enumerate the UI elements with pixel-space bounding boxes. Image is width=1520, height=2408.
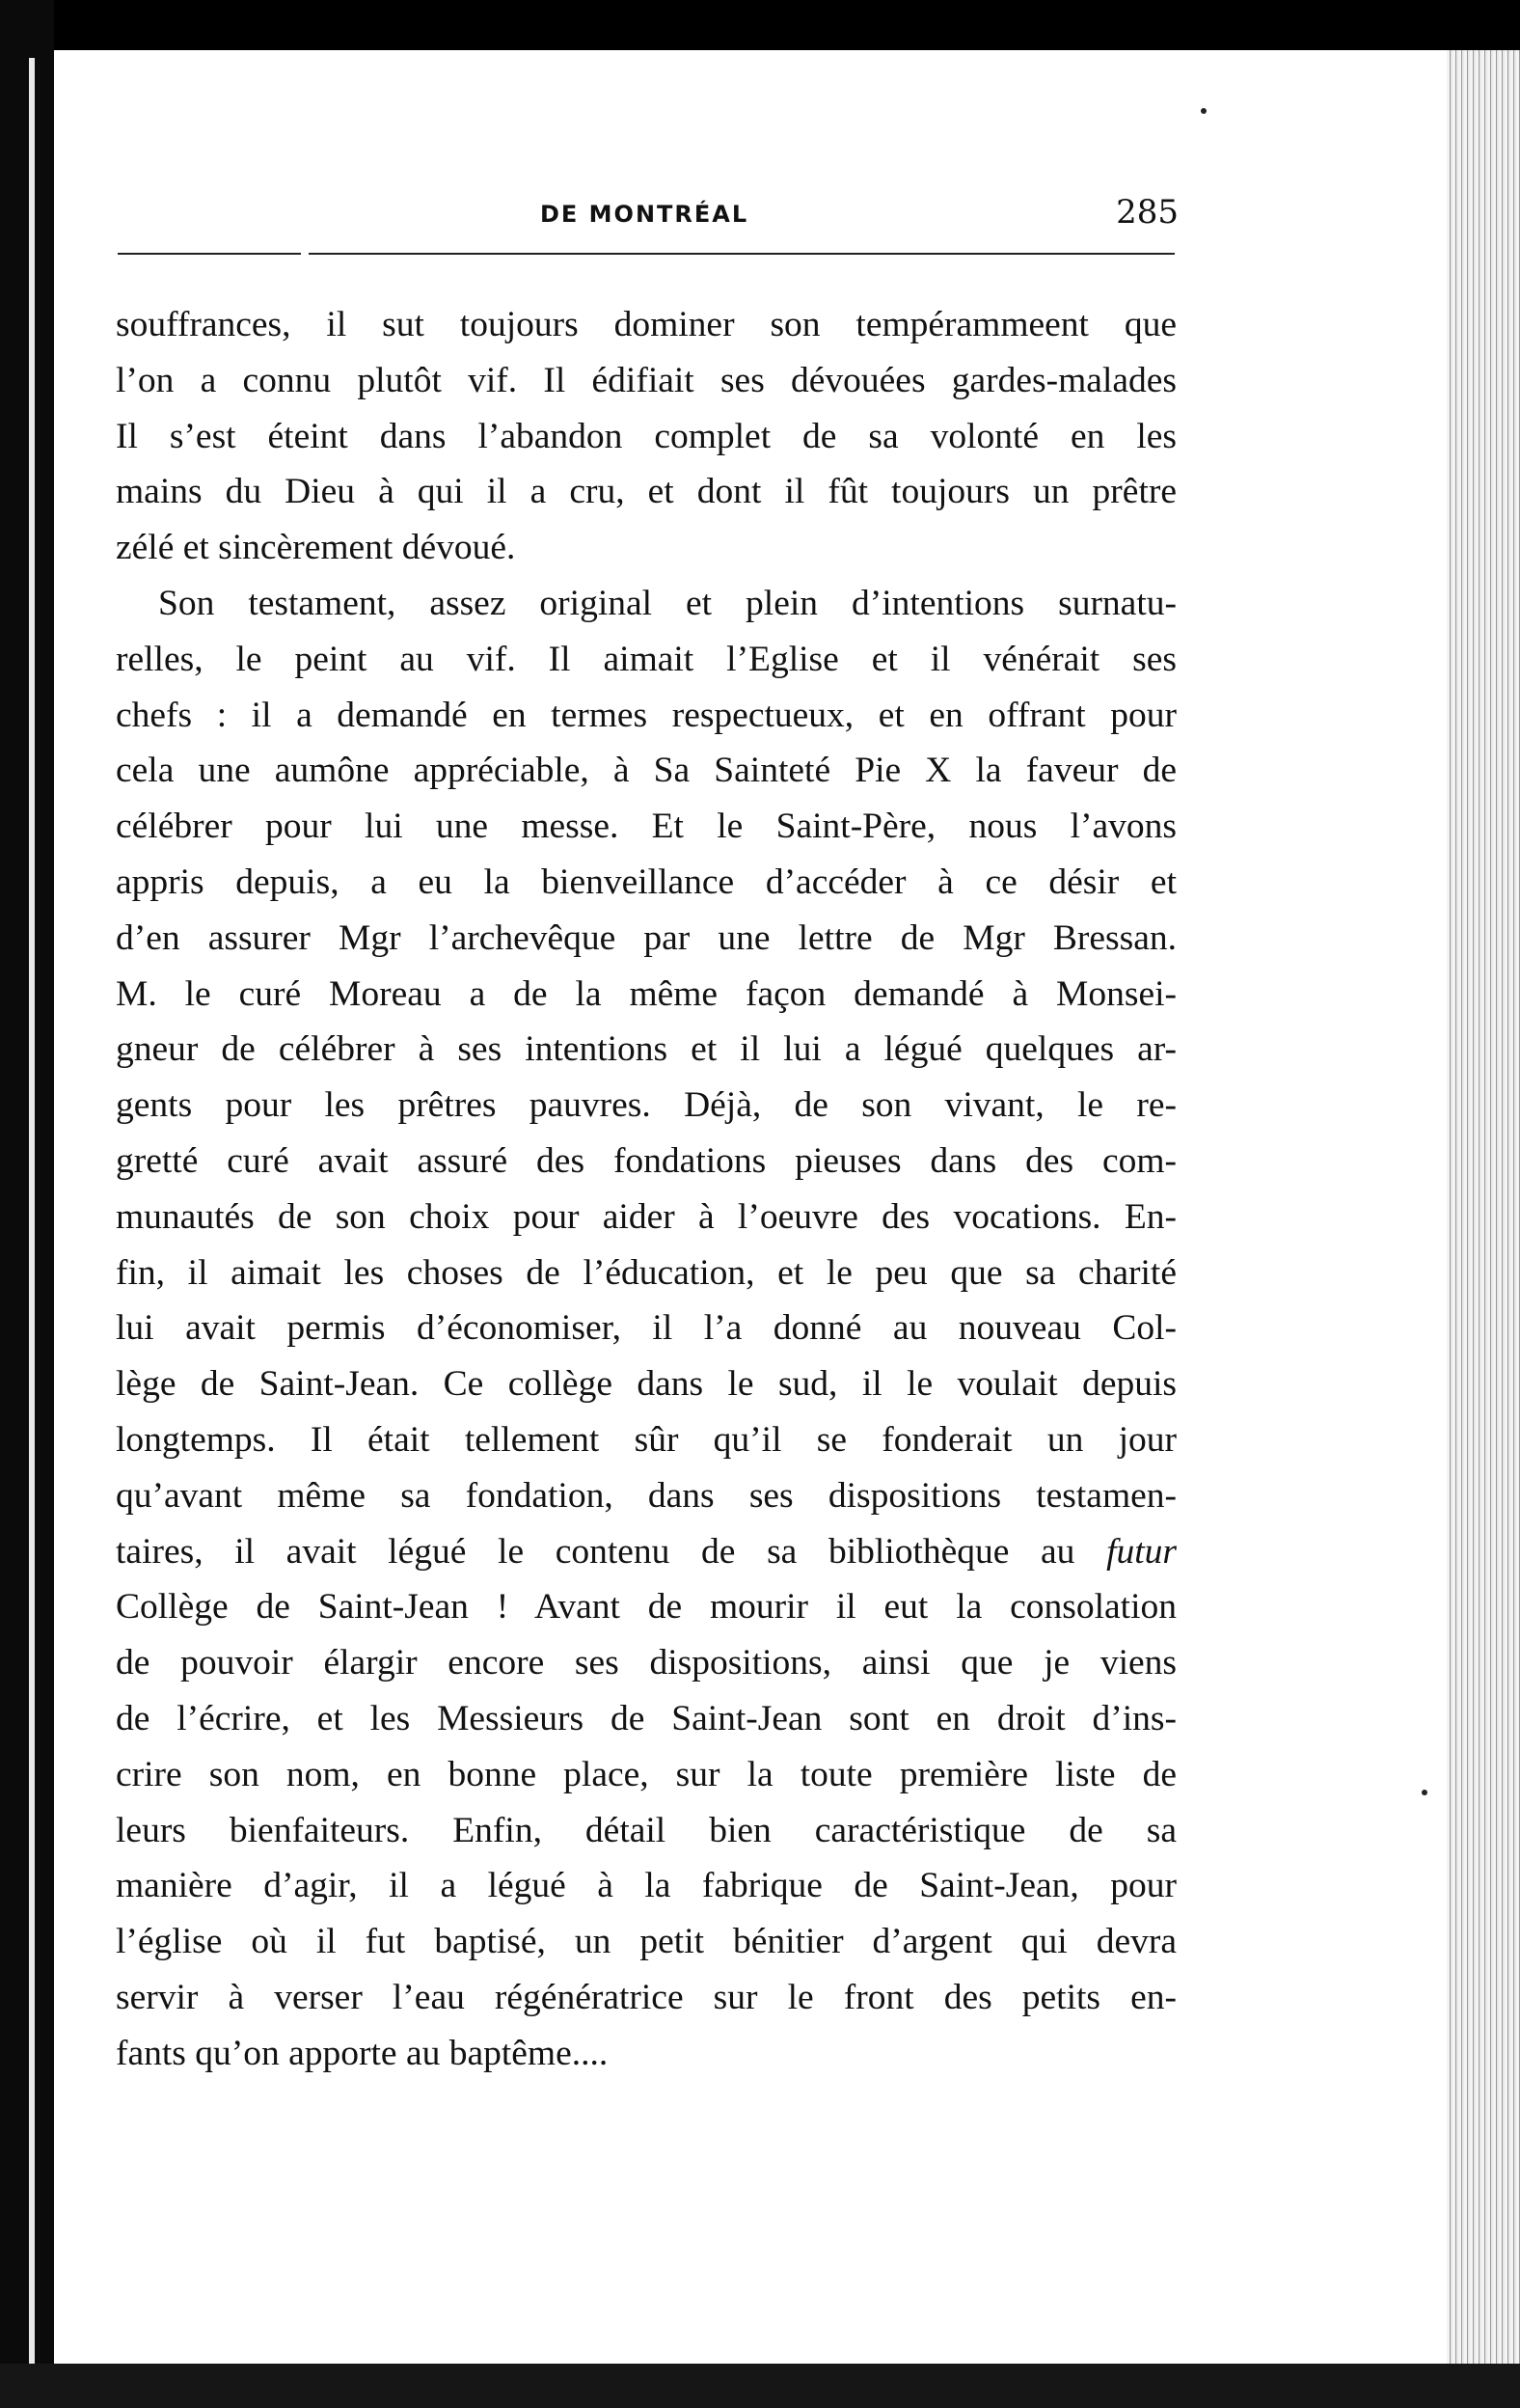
binding-edge-line bbox=[29, 58, 35, 2373]
text-line: d’en assurer Mgr l’archevêque par une lettre de Mgr Bressan. bbox=[116, 917, 1177, 958]
text-line: zélé et sincèrement dévoué. bbox=[116, 528, 516, 568]
text-line: crire son nom, en bonne place, sur la toute première liste de bbox=[116, 1754, 1177, 1794]
text-line: lui avait permis d’économiser, il l’a donné au nouveau Col- bbox=[116, 1308, 1177, 1349]
text-line: chefs : il a demandé en termes respectueux, et en offrant pour bbox=[116, 695, 1177, 735]
text-line-with-italic bbox=[116, 1524, 1177, 1580]
text-line: Son testament, assez original et plein d’intentions surnatu- bbox=[158, 583, 1177, 623]
scan-speck bbox=[1201, 108, 1207, 114]
text-line: de pouvoir élargir encore ses dispositions, ainsi que je viens bbox=[116, 1643, 1177, 1683]
text-line: l’église où il fut baptisé, un petit bénitier d’argent qui devra bbox=[116, 1922, 1177, 1962]
text-line: célébrer pour lui une messe. Et le Saint-Père, nous l’avons bbox=[116, 807, 1177, 847]
header-rule-right bbox=[309, 253, 1175, 255]
text-line: de l’écrire, et les Messieurs de Saint-Jean sont en droit d’ins- bbox=[116, 1698, 1177, 1738]
text-line: cela une aumône appréciable, à Sa Sainteté Pie X la faveur de bbox=[116, 751, 1177, 791]
text-line: servir à verser l’eau régénératrice sur le front des petits en- bbox=[116, 1977, 1177, 2017]
text-line: lège de Saint-Jean. Ce collège dans le sud, il le voulait depuis bbox=[116, 1364, 1177, 1405]
header-rule-left bbox=[118, 253, 301, 255]
text-line: M. le curé Moreau a de la même façon demandé à Monsei- bbox=[116, 973, 1177, 1014]
body-text bbox=[116, 297, 1177, 2082]
text-line: munautés de son choix pour aider à l’oeuvre des vocations. En- bbox=[116, 1196, 1177, 1237]
text-line: fin, il aimait les choses de l’éducation, et le peu que sa charité bbox=[116, 1252, 1177, 1293]
text-line: appris depuis, a eu la bienveillance d’accéder à ce désir et bbox=[116, 862, 1177, 902]
text-line: mains du Dieu à qui il a cru, et dont il fût toujours un prêtre bbox=[116, 472, 1177, 512]
text-line: leurs bienfaiteurs. Enfin, détail bien caractéristique de sa bbox=[116, 1810, 1177, 1850]
running-head-title: DE MONTRÉAL bbox=[540, 201, 749, 228]
book-binding bbox=[0, 0, 54, 2408]
text-line: qu’avant même sa fondation, dans ses dispositions testamen- bbox=[116, 1475, 1177, 1516]
text-segment: taires, il avait légué le contenu de sa bibliothèque au bbox=[116, 1531, 1075, 1572]
text-line: gretté curé avait assuré des fondations pieuses dans des com- bbox=[116, 1140, 1177, 1181]
text-line: gneur de célébrer à ses intentions et il lui a légué quelques ar- bbox=[116, 1029, 1177, 1070]
text-line: Collège de Saint-Jean ! Avant de mourir il eut la consolation bbox=[116, 1587, 1177, 1628]
text-line: gents pour les prêtres pauvres. Déjà, de son vivant, le re- bbox=[116, 1085, 1177, 1126]
scan-bottom-border bbox=[0, 2364, 1520, 2408]
text-line: longtemps. Il était tellement sûr qu’il se fonderait un jour bbox=[116, 1419, 1177, 1460]
text-line: l’on a connu plutôt vif. Il édifiait ses dévouées gardes-malades bbox=[116, 360, 1177, 400]
text-line: souffrances, il sut toujours dominer son tempérammeent que bbox=[116, 305, 1177, 344]
text-line: manière d’agir, il a légué à la fabrique de Saint-Jean, pour bbox=[116, 1866, 1177, 1906]
running-head bbox=[116, 193, 1177, 241]
text-line: relles, le peint au vif. Il aimait l’Eglise et il vénérait ses bbox=[116, 639, 1177, 679]
italic-word: futur bbox=[1106, 1531, 1178, 1572]
page-number: 285 bbox=[1116, 193, 1179, 232]
text-line: Il s’est éteint dans l’abandon complet de sa volonté en les bbox=[116, 416, 1177, 456]
page-edge-stack bbox=[1447, 50, 1520, 2408]
text-line: fants qu’on apporte au baptême.... bbox=[116, 2033, 609, 2073]
scan-speck bbox=[1422, 1790, 1427, 1795]
